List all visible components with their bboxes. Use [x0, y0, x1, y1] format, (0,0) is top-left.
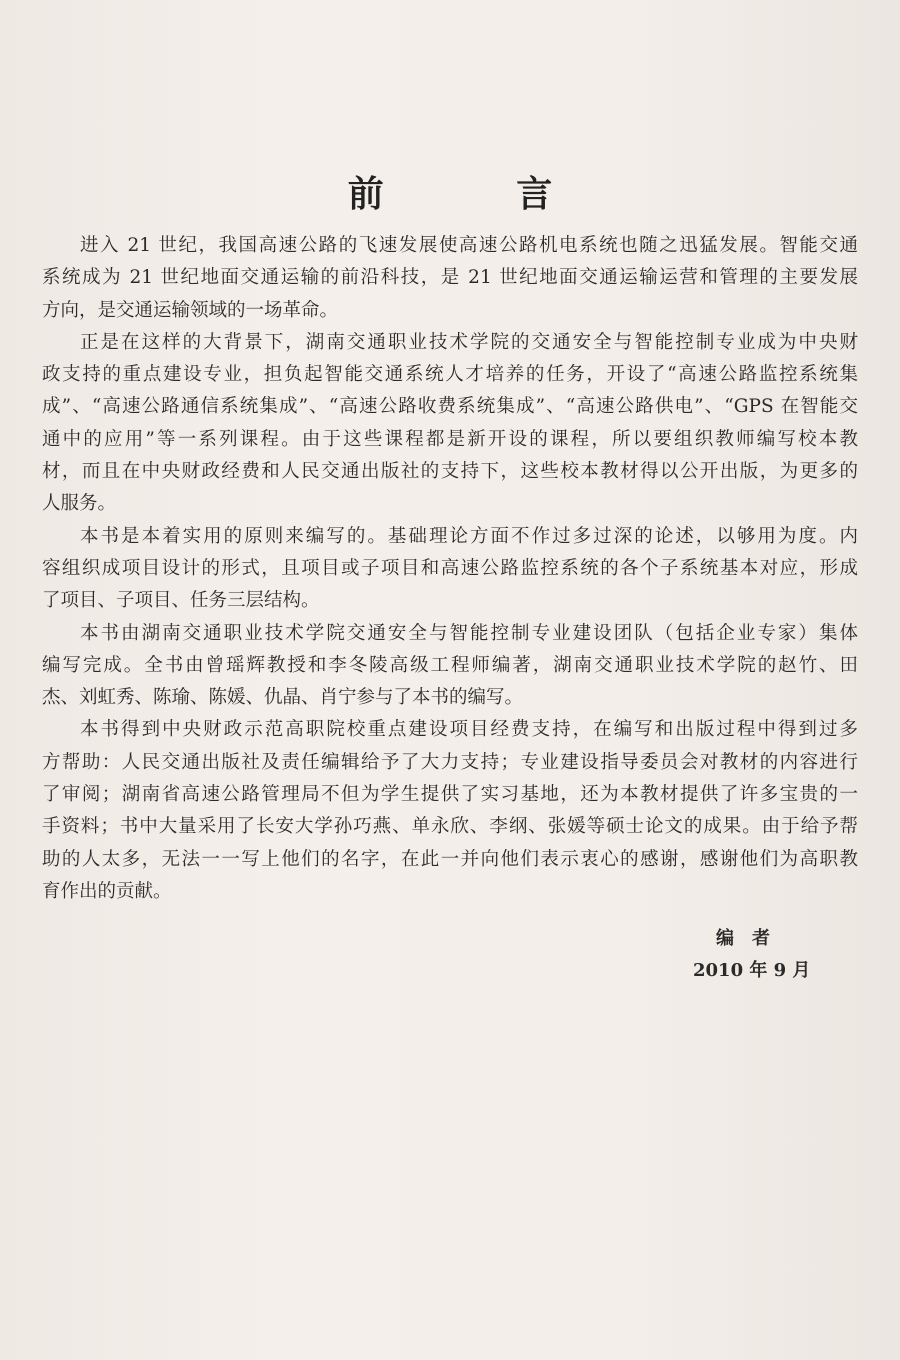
- text-line: 手资料；书中大量采用了长安大学孙巧燕、单永欣、李纲、张媛等硕士论文的成果。由于给予帮: [42, 816, 858, 838]
- text-line: 了审阅；湖南省高速公路管理局不但为学生提供了实习基地，还为本教材提供了许多宝贵的一: [42, 784, 858, 806]
- text-line: 本书是本着实用的原则来编写的。基础理论方面不作过多过深的论述，以够用为度。内: [80, 525, 858, 547]
- text-line: 编写完成。全书由曾瑶辉教授和李冬陵高级工程师编著，湖南交通职业技术学院的赵竹、田: [42, 654, 858, 676]
- text-line: 本书由湖南交通职业技术学院交通安全与智能控制专业建设团队（包括企业专家）集体: [80, 622, 858, 644]
- text-line: 容组织成项目设计的形式，且项目或子项目和高速公路监控系统的各个子系统基本对应，形成: [42, 557, 858, 579]
- text-line: 了项目、子项目、任务三层结构。: [42, 590, 320, 612]
- signature-author: 编者: [716, 928, 788, 949]
- page-title: 前 言: [347, 173, 613, 215]
- paragraph: [42, 714, 858, 908]
- text-line: 成”、“高速公路通信系统集成”、“高速公路收费系统集成”、“高速公路供电”、“GPS 在智能交: [42, 396, 858, 418]
- text-line: 杰、刘虹秀、陈瑜、陈媛、仇晶、肖宁参与了本书的编写。: [42, 687, 524, 709]
- text-line: 材，而且在中央财政经费和人民交通出版社的支持下，这些校本教材得以公开出版，为更多的: [42, 461, 858, 483]
- signature-date: 2010 年 9 月: [693, 960, 811, 981]
- paragraph: [42, 618, 858, 715]
- text-line: 助的人太多，无法一一写上他们的名字，在此一并向他们表示衷心的感谢，感谢他们为高职教: [42, 848, 858, 870]
- text-line: 正是在这样的大背景下，湖南交通职业技术学院的交通安全与智能控制专业成为中央财: [80, 331, 858, 353]
- text-line: 系统成为 21 世纪地面交通运输的前沿科技，是 21 世纪地面交通运输运营和管理的主要发展: [42, 267, 858, 289]
- text-line: 育作出的贡献。: [42, 880, 172, 902]
- text-line: 人服务。: [42, 493, 117, 515]
- paragraph: [42, 230, 858, 327]
- paragraph: [42, 521, 858, 618]
- text-line: 通中的应用”等一系列课程。由于这些课程都是新开设的课程，所以要组织教师编写校本教: [42, 428, 858, 450]
- text-line: 方向，是交通运输领域的一场革命。: [42, 299, 339, 321]
- text-line: 本书得到中央财政示范高职院校重点建设项目经费支持，在编写和出版过程中得到过多: [80, 719, 858, 741]
- preface-body: [42, 230, 858, 908]
- paragraph: [42, 327, 858, 521]
- text-line: 政支持的重点建设专业，担负起智能交通系统人才培养的任务，开设了“高速公路监控系统集: [42, 364, 858, 386]
- text-line: 方帮助：人民交通出版社及责任编辑给予了大力支持；专业建设指导委员会对教材的内容进行: [42, 751, 858, 773]
- text-line: 进入 21 世纪，我国高速公路的飞速发展使高速公路机电系统也随之迅猛发展。智能交通: [80, 235, 858, 256]
